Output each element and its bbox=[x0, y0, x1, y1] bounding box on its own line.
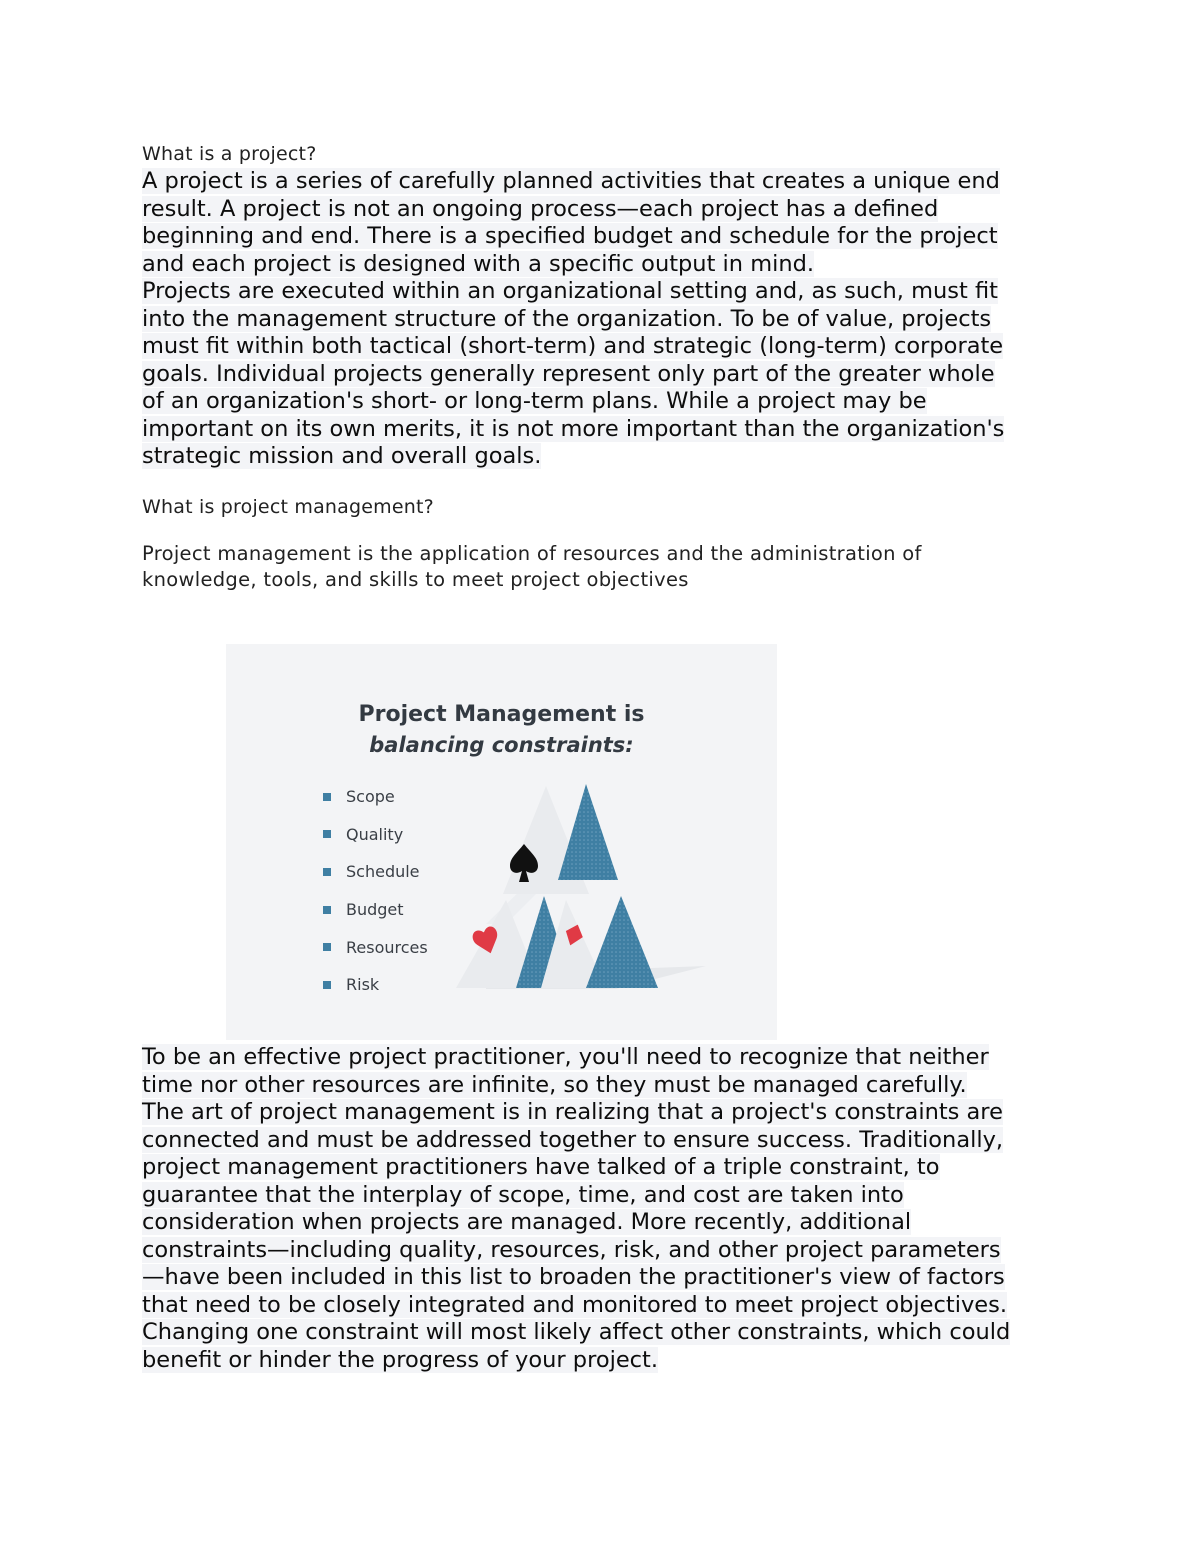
figure-title-line1: Project Management is bbox=[358, 702, 645, 727]
bullet-icon bbox=[323, 906, 331, 914]
list-item bbox=[323, 853, 428, 891]
constraints-list bbox=[323, 778, 428, 1004]
constraint-label: Quality bbox=[346, 824, 404, 844]
text-line: important on its own merits, it is not more important than the organization's bbox=[142, 415, 1005, 442]
text-line: result. A project is not an ongoing process—each project has a defined bbox=[142, 195, 939, 222]
text-line: must fit within both tactical (short-term) and strategic (long-term) corporate bbox=[142, 333, 1004, 359]
list-item bbox=[323, 816, 428, 854]
card-blue bbox=[558, 784, 618, 880]
text-line: constraints—including quality, resources, risk, and other project parameters bbox=[142, 1236, 1001, 1263]
list-item bbox=[323, 778, 428, 816]
text-line: consideration when projects are managed. More recently, additional bbox=[142, 1209, 912, 1235]
balancing-constraints-figure bbox=[226, 644, 777, 1040]
text-line: guarantee that the interplay of scope, time, and cost are taken into bbox=[142, 1181, 904, 1208]
text-line: connected and must be addressed together to ensure success. Traditionally, bbox=[142, 1126, 1004, 1153]
house-of-cards-illustration bbox=[446, 774, 726, 1004]
bullet-icon bbox=[323, 830, 331, 838]
bullet-icon bbox=[323, 981, 331, 989]
text-line: strategic mission and overall goals. bbox=[142, 443, 542, 469]
question-what-is-project: What is a project? bbox=[142, 143, 317, 165]
question-what-is-project-management: What is project management? bbox=[142, 495, 434, 518]
constraint-label: Risk bbox=[346, 975, 380, 995]
text-line: Projects are executed within an organizational setting and, as such, must fit bbox=[142, 278, 998, 304]
project-management-definition bbox=[142, 541, 1062, 593]
text-line: project management practitioners have talked of a triple constraint, to bbox=[142, 1154, 940, 1180]
bullet-icon bbox=[323, 868, 331, 876]
bullet-icon bbox=[323, 793, 331, 801]
text-line: Changing one constraint will most likely affect other constraints, which could bbox=[142, 1319, 1011, 1345]
list-item bbox=[323, 891, 428, 929]
text-line: that need to be closely integrated and monitored to meet project objectives. bbox=[142, 1291, 1007, 1318]
text-line: A project is a series of carefully planned activities that creates a unique end bbox=[142, 168, 1000, 194]
list-item bbox=[323, 928, 428, 966]
text-line: into the management structure of the organization. To be of value, projects bbox=[142, 305, 992, 332]
text-line: Project management is the application of resources and the administration of bbox=[142, 541, 922, 565]
text-line: goals. Individual projects generally represent only part of the greater whole bbox=[142, 360, 995, 387]
bullet-icon bbox=[323, 943, 331, 951]
text-line: knowledge, tools, and skills to meet project objectives bbox=[142, 567, 689, 591]
text-line: time nor other resources are infinite, so they must be managed carefully. bbox=[142, 1071, 967, 1098]
text-line: The art of project management is in realizing that a project's constraints are bbox=[142, 1099, 1003, 1125]
constraint-label: Schedule bbox=[346, 862, 420, 882]
text-line: —have been included in this list to broaden the practitioner's view of factors bbox=[142, 1264, 1005, 1290]
constraint-label: Budget bbox=[346, 900, 404, 920]
project-definition-paragraph bbox=[142, 168, 1062, 471]
text-line: of an organization's short- or long-term plans. While a project may be bbox=[142, 388, 927, 414]
document-body bbox=[142, 140, 1062, 593]
list-item bbox=[323, 966, 428, 1004]
constraint-label: Resources bbox=[346, 937, 428, 957]
text-line: beginning and end. There is a specified budget and schedule for the project bbox=[142, 223, 998, 249]
constraint-label: Scope bbox=[346, 787, 395, 807]
figure-title-line2: balancing constraints: bbox=[369, 733, 634, 757]
figure-title bbox=[226, 700, 777, 760]
constraints-paragraph bbox=[142, 1044, 1062, 1374]
text-line: and each project is designed with a specific output in mind. bbox=[142, 250, 815, 277]
text-line: benefit or hinder the progress of your project. bbox=[142, 1346, 659, 1373]
text-line: To be an effective project practitioner, you'll need to recognize that neither bbox=[142, 1044, 989, 1070]
card-blue bbox=[586, 896, 658, 988]
